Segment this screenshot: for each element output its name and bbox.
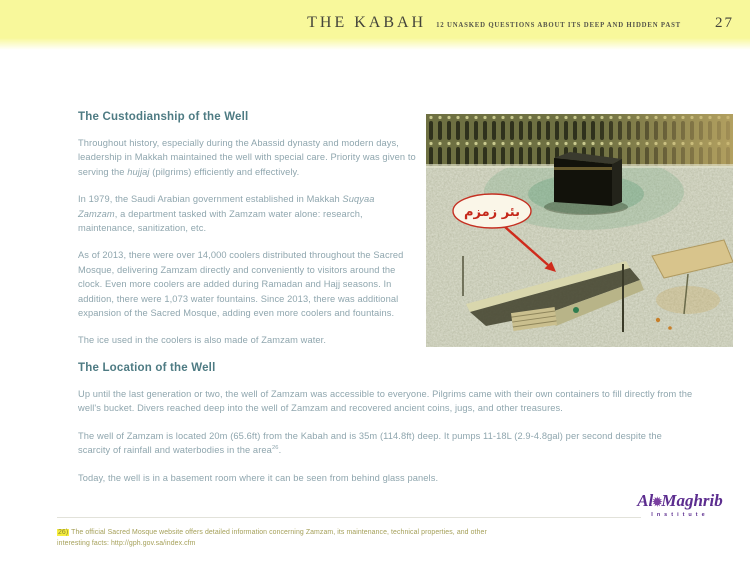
footnote-marker: 26) [58,529,69,536]
zamzam-label-text: بئر زمزم [464,205,520,220]
almaghrib-logo [622,492,738,518]
section-location [78,362,696,498]
footnote-text: The official Sacred Mosque website offers detailed information concerning Zamzam, its maintenance, technical properties, and other interesting facts: http://gph.gov.sa/index.cfm [57,529,487,547]
book-title: THE KABAH [307,14,427,31]
kaaba-photo-illustration [426,114,733,347]
kaaba-aerial-photo [426,114,733,347]
paragraph: Throughout history, especially during the Abassid dynasty and modern days, leadership in Makkah maintained the well with special care. Priority was given to serving the hujjaj (pilgrims) efficiently and effectively. [78,138,416,177]
footer-divider [57,517,641,518]
paragraph: Up until the last generation or two, the well of Zamzam was accessible to everyone. Pilgrims came with their own containers to fill directly from the well's bucket. Divers reached deep into the well of Zamzam and recovered ancient coins, jugs, and other treasures. [78,389,693,414]
section-heading-location: The Location of the Well [78,362,216,374]
page-number: 27 [715,15,734,31]
footnote [57,528,505,549]
sunburst-icon: ✹ [652,495,663,509]
paragraph: In 1979, the Saudi Arabian government established in Makkah Suqyaa Zamzam, a department tasked with Zamzam water alone: research, maintenance, sanitization, etc. [78,194,375,234]
section-heading-custodianship: The Custodianship of the Well [78,111,249,123]
paragraph: Today, the well is in a basement room where it can be seen from behind glass panels. [78,472,439,483]
section-custodianship [78,111,416,361]
paragraph: The ice used in the coolers is also made of Zamzam water. [78,335,327,346]
zamzam-well-label [453,194,531,228]
book-subtitle: 12 UNASKED QUESTIONS ABOUT ITS DEEP AND HIDDEN PAST [436,22,681,29]
paragraph: The well of Zamzam is located 20m (65.6ft) from the Kabah and is 35m (114.8ft) deep. It pumps 11-18L (2.9-4.8gal) per second despite the scarcity of rainfall and waterbodies in the area$^{26}$. [78,430,662,456]
page-header [0,0,750,50]
paragraph: As of 2013, there were over 14,000 coolers distributed throughout the Sacred Mosque, delivering Zamzam directly and conveniently to visitors around the clock. Even more coolers are added during Ramadan and Hajj seasons. In addition, there were 1,073 water fountains. Since 2013, there was additional expansion of the Sacred Mosque, adding even more coolers and fountains. [78,250,404,319]
almaghrib-logo-wordmark: Al✹Maghrib [637,491,723,510]
kaaba-cube [544,152,628,215]
almaghrib-logo-subtitle: Institute [651,512,709,518]
